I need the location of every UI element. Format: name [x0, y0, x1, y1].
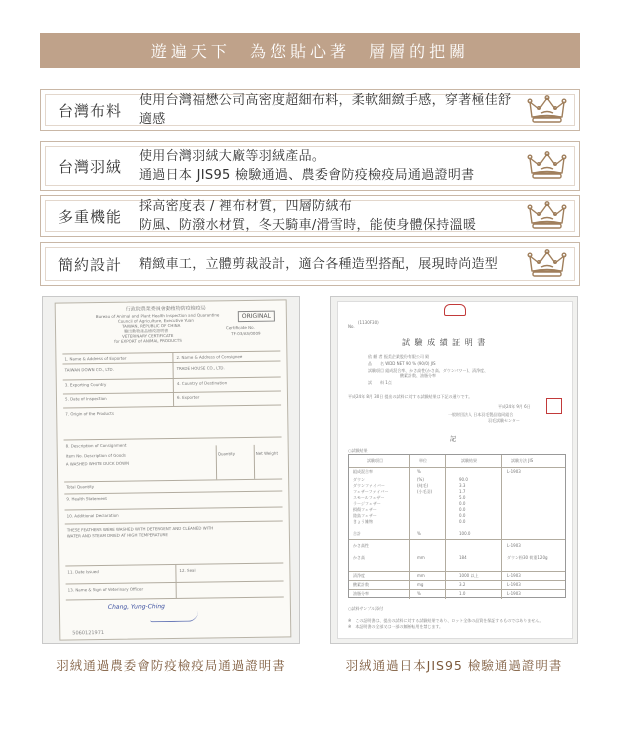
table-cell: %	[417, 469, 421, 474]
table-cell: フェザーファイバー	[353, 489, 389, 494]
officer-signature: Chang, Yung-Ching	[107, 603, 166, 611]
table-cell: 組成混合率	[353, 469, 373, 474]
table-cell: mm	[417, 555, 425, 560]
crown-icon	[515, 151, 579, 181]
table-cell: 0.0	[459, 507, 466, 512]
table-cell: 0.0	[459, 519, 466, 524]
table-cell: L-1903	[507, 582, 521, 587]
crown-icon	[515, 201, 579, 231]
caption-veterinary-certificate: 羽絨通過農委會防疫檢疫局通過證明書	[56, 658, 286, 673]
table-cell: L-1903	[507, 573, 521, 578]
table-cell: %	[417, 531, 421, 536]
table-cell: ダウン	[353, 477, 365, 482]
table-cell: 合計	[353, 531, 361, 536]
table-cell: mg	[417, 582, 424, 587]
results-table: 試験項目 単位 試験結果 試験方法 JIS 組成混合率 % L-1903 ダウン (%) 90.0 ダウンファイバー (純毛) 3.3 フェザーファイバー (小毛羽) 1.7 スモールフェザー 5.0 ラージフェザー 0.0 損傷フェザー 0.0 陸鳥フェザー 0.0 きょう雑物 0.0 合計 % 100.0 かさ高性 L-1903 かさ高 mm 184 ダウン粉30 荷重120g 清浄度 mm 1000 以上 L-1903 酸素計数 mg 3.2 L-1903 油脂分率 % 1.0 L-1903	[348, 454, 566, 598]
feature-desc: 使用台灣羽絨大廠等羽絨產品。 通過日本 JIS95 檢驗通過、農委會防疫檢疫局通過證明書	[139, 149, 475, 183]
signature-scribble	[150, 612, 198, 623]
table-cell: 100.0	[459, 531, 471, 536]
table-cell: (小毛羽)	[417, 489, 433, 494]
table-cell: 陸鳥フェザー	[353, 513, 377, 518]
caption-jis-certificate: 羽絨通過日本JIS95 檢驗通過證明書	[345, 658, 563, 673]
table-cell: L-1903	[507, 543, 521, 548]
table-cell: スモールフェザー	[353, 495, 385, 500]
table-cell: きょう雑物	[353, 519, 373, 524]
table-cell: 3.2	[459, 582, 466, 587]
table-cell: 損傷フェザー	[353, 507, 377, 512]
table-cell: (%)	[417, 477, 424, 482]
table-cell: L-1903	[507, 591, 521, 596]
table-cell: 1.7	[459, 489, 466, 494]
red-logo-icon	[444, 304, 466, 316]
feature-label: 多重機能	[57, 207, 122, 226]
feature-desc: 採高密度表 / 裡布材質，四層防絨布 防風、防潑水材質，冬天騎車/滑雪時，能使身體保持溫暖	[139, 199, 477, 233]
table-cell: 0.0	[459, 501, 466, 506]
table-cell: 3.3	[459, 483, 466, 488]
certificate-title: 試 驗 成 績 証 明 書	[402, 338, 487, 347]
feature-design	[40, 242, 580, 286]
table-cell: かさ高	[353, 555, 365, 560]
table-cell: 酸素計数	[353, 582, 369, 587]
feature-fabric	[40, 89, 580, 131]
feature-function	[40, 195, 580, 237]
table-cell: mm	[417, 573, 425, 578]
crown-icon	[515, 95, 579, 125]
banner: 遊遍天下 為您貼心著 層層的把關	[40, 33, 580, 68]
feature-label: 簡約設計	[57, 255, 122, 274]
table-cell: ダウン粉30 荷重120g	[507, 555, 548, 560]
table-cell: 清浄度	[353, 573, 365, 578]
feature-desc: 使用台灣福懋公司高密度超細布料，柔軟細緻手感，穿著極佳舒適感	[139, 93, 512, 127]
feature-desc: 精緻車工，立體剪裁設計，適合各種造型搭配，展現時尚造型	[139, 256, 499, 272]
feature-label: 台灣布料	[57, 101, 122, 120]
certificate-image-jis: No. (1130F30) 試 驗 成 績 証 明 書 依 頼 者 振美企業股份有限公司 殿 品 名 WDD NET 90 % (90/0) JIS 試験項目 組成混合率、かさ高性(かさ高、ダウンパワー)、清浄度、 酸素計数、油脂分率 試 料 1点 平成24年 8月 30日 提出の試料に対する試験結果は下記の通りです。 平成24年 9月 6日 一般財団法人 日本羽毛製品協同組合 羽毛試験センター 記 ○試験結果 試験項目 単位 試験結果 試験方法 JIS 組成混合率 % L-1903 ダウン (%) 90.0 ダウンファイバー (純毛) 3.3 フェザーファイバー (小毛羽) 1.7 スモールフェザー 5.0 ラージフェザー 0.0 損傷フェザー 0.0 陸鳥フェザー 0.0 きょう雑物 0.0 合計 % 100.0 かさ高性 L-1903 かさ高 mm 184 ダウン粉30 荷重120g 清浄度 mm 1000 以上 L-1903 酸素計数 mg 3.2 L-1903 油脂分率 % 1.0 L-1903 ○試料サンプル添付 ※ この証明書は、提出の試料に対する試験結果であり、ロット全体の品質を保証するものではありません。 ※ 本証明書の全部又は一部の無断転用を禁じます。	[330, 296, 578, 644]
table-cell: ラージフェザー	[353, 501, 381, 506]
table-cell: 1000 以上	[459, 573, 479, 578]
crown-icon	[515, 249, 579, 279]
original-stamp: ORIGINAL	[238, 311, 275, 323]
table-cell: 1.0	[459, 591, 466, 596]
feature-down	[40, 141, 580, 191]
certificate-image-veterinary: 行政院農業委員會動植物防疫檢疫局 Bureau of Animal and Plant Health Inspection and Quarantine Council of Agriculture, Executive Yuan TAIWAN, REPUBLIC OF CHINA 輸出動物產品檢疫證明書 VETERINARY CERTIFICATE for EXPORT of ANIMAL PRODUCTS ORIGINAL Certificate No. TF-03/AS/0009 1. Name & Address of Exporter 2. Name & Address of Consignee TAIWAN DOWN CO., LTD. TRADE HOUSE CO., LTD. 3. Exporting Country 4. Country of Destination 5. Date of Inspection 6. Exporter 7. Origin of the Products 8. Description of Consignment Item No. Description of Goods Quantity Net Weight A WASHED WHITE DUCK DOWN Total Quantity 9. Health Statement 10. Additional Declaration THESE FEATHERS WERE WASHED WITH DETERGENT AND CLEANED WITH WATER AND STEAM DRIED AT HIGH TEMPERATURE 11. Date Issued 12. Seal 13. Name & Sign of Veterinary Officer Chang, Yung-Ching 5060121971	[42, 296, 300, 644]
table-cell: 184	[459, 555, 467, 560]
table-cell: かさ高性	[353, 543, 369, 548]
table-cell: 5.0	[459, 495, 466, 500]
red-seal-icon	[546, 398, 562, 414]
feature-label: 台灣羽絨	[57, 157, 122, 176]
table-cell: ダウンファイバー	[353, 483, 385, 488]
table-cell: %	[417, 591, 421, 596]
table-cell: 油脂分率	[353, 591, 369, 596]
table-cell: 0.0	[459, 513, 466, 518]
table-cell: 90.0	[459, 477, 468, 482]
table-cell: L-1903	[507, 469, 521, 474]
table-cell: (純毛)	[417, 483, 429, 488]
